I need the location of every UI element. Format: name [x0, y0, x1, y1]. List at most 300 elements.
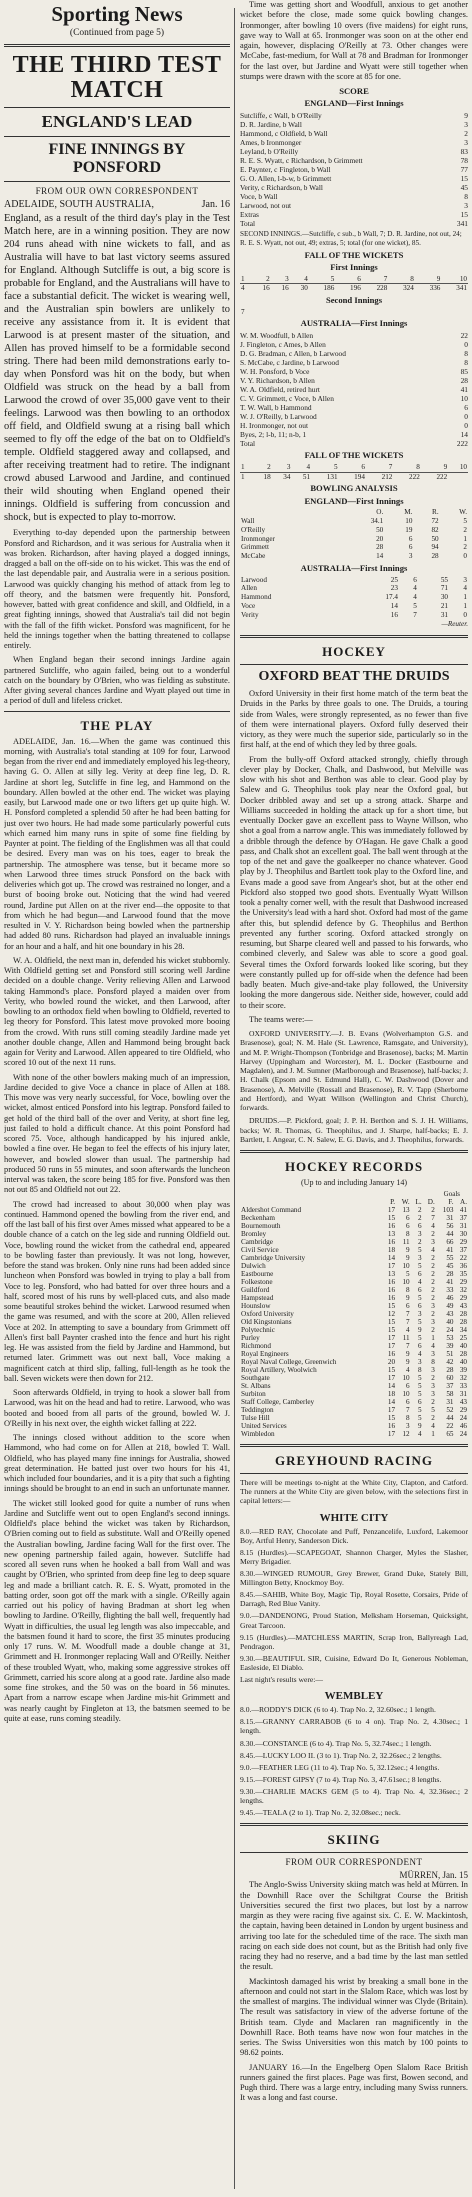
batsman-runs: 222: [456, 439, 468, 449]
fow-head-cell: 7: [362, 275, 389, 284]
fow-title: FALL OF THE WICKETS: [304, 249, 404, 260]
table-cell: 17.4: [385, 593, 398, 602]
table-cell: 20: [376, 534, 384, 543]
table-cell: 36: [459, 1262, 467, 1271]
table-cell: Purley: [241, 1334, 260, 1343]
fow-cell: 196: [350, 284, 361, 293]
table-cell: 5: [406, 1270, 410, 1279]
batsman-runs: 15: [460, 210, 468, 220]
table-cell: 4: [418, 1278, 422, 1287]
records-row: [240, 1262, 468, 1270]
table-cell: 5: [418, 1414, 422, 1423]
table-cell: 65: [446, 1430, 454, 1439]
table-cell: 37: [459, 1214, 467, 1223]
hockey-headline: OXFORD BEAT THE DRUIDS: [258, 669, 450, 685]
table-cell: 2: [463, 543, 467, 552]
table-cell: 1: [431, 1334, 435, 1343]
lead-paragraph: England, as a result of the third day's play in the Test Match here, are in a winning position. They are now 204 runs ahead with nine wickets to fall, and as Australia will have to bat last victory seems assured for England. Although Sutcliffe is out, a big score is probable for England, and the Australians will have to face a substantial deficit. The wicket is wearing well, and the Australian spin bowlers are unlikely to receive any assistance from it. It is evident that Larwood is at present master of the situation, and Allen has proved himself to be a formidable second string. There had been mild demonstrations early to-day when Ponsford was hit on the body, but when Oldfield was struck on the head by a ball from Larwood the crowd of over 35,000 gave vent to their feelings. Larwood was then bowling to an orthodox off field, and Oldfield swung at a rising ball which seemed to fly off the edge of the bat on to Oldfield's temple. Oldfield staggered away and collapsed, and after receiving treatment had to retire. The indignant crowd abused Larwood and Jardine, and continued their wild shouting when England opened their innings. Oldfield is suffering from concussion and shock, but is expected to play to-morrow.: [4, 213, 230, 524]
table-cell: 5: [431, 1406, 435, 1415]
bowling-head-row: [240, 508, 468, 517]
fow-head-cell: 7: [366, 463, 393, 472]
table-cell: 2: [463, 525, 467, 534]
bowling-head-cell: [240, 508, 343, 517]
table-cell: 53: [446, 1334, 454, 1343]
table-cell: 14: [376, 552, 384, 561]
bowling-row: [240, 576, 468, 585]
bowling-row: [240, 593, 468, 602]
table-cell: 20: [387, 1358, 396, 1367]
table-cell: 5: [418, 1334, 422, 1343]
records-table: [240, 1198, 468, 1438]
table-cell: 25: [459, 1334, 467, 1343]
table-cell: 71: [440, 584, 449, 593]
fow-first-label: First Innings: [330, 262, 378, 273]
dateline: [4, 199, 230, 210]
table-cell: Larwood: [241, 575, 267, 584]
fow-cell: [333, 308, 352, 317]
table-cell: 18: [387, 1246, 396, 1255]
reuter-credit: —Reuter.: [441, 620, 468, 629]
table-cell: 18: [387, 1390, 396, 1399]
fow-head-cell: 10: [448, 463, 468, 472]
table-cell: 2: [418, 1206, 422, 1215]
table-cell: 43: [459, 1302, 467, 1311]
fow-head-cell: 5: [309, 275, 336, 284]
table-cell: 23: [390, 584, 398, 593]
records-row: [240, 1342, 468, 1350]
batsman-runs: 0: [464, 412, 468, 422]
table-cell: 9: [406, 1350, 410, 1359]
table-cell: 3: [431, 1302, 435, 1311]
batting-row: [240, 138, 468, 147]
paragraph: DRUIDS.—P. Pickford, goal; J. P. H. Berthon and S. J. H. Williams, backs; W. R. Thomas, G. Theophilus, and J. Sharpe, half-backs; E. J. Bartlett, I. Angear, C. N. Salew, E. G. Davis, and J. Theophilus, forwards.: [240, 1116, 468, 1144]
table-cell: 14: [390, 601, 398, 610]
records-head-cell: L.: [415, 1198, 422, 1207]
table-cell: 40: [446, 1318, 454, 1327]
table-cell: 29: [459, 1294, 467, 1303]
race-entry: 9.0.—FEATHER LEG (11 to 4). Trap No. 5, 32.12sec.; 4 lengths.: [240, 1762, 440, 1772]
table-cell: 9: [418, 1326, 422, 1335]
records-subtitle: (Up to and including January 14): [301, 1178, 407, 1188]
table-cell: 15: [387, 1302, 396, 1311]
table-cell: 58: [446, 1390, 454, 1399]
section-rule: [240, 635, 468, 638]
table-cell: 15: [387, 1414, 396, 1423]
table-cell: St. Albans: [241, 1382, 271, 1391]
table-cell: 2: [431, 1294, 435, 1303]
batting-row: [240, 331, 468, 340]
batsman-name: Extras: [240, 210, 259, 220]
byline: FROM OUR OWN CORRESPONDENT: [35, 186, 199, 197]
table-cell: 6: [408, 543, 413, 552]
table-cell: Voce: [241, 601, 256, 610]
batsman-runs: 8: [464, 358, 468, 368]
table-cell: 33: [446, 1286, 454, 1295]
table-cell: 22: [446, 1422, 454, 1431]
table-cell: 19: [405, 525, 413, 534]
table-cell: 24: [459, 1414, 467, 1423]
skiing-article: [240, 1880, 468, 2103]
fow-cell: 212: [381, 472, 393, 481]
table-cell: 2: [431, 1230, 435, 1239]
table-cell: 51: [446, 1350, 454, 1359]
table-cell: 1: [463, 601, 467, 610]
table-cell: Oxford University: [241, 1310, 294, 1319]
fow-head-cell: 9: [415, 275, 442, 284]
table-cell: 6: [406, 1222, 410, 1231]
batsman-name: Verity, c Richardson, b Wall: [240, 183, 323, 193]
table-cell: Bromley: [241, 1230, 267, 1239]
table-cell: 50: [431, 534, 439, 543]
batsman-name: C. V. Grimmett, c Voce, b Allen: [240, 394, 334, 404]
table-cell: 39: [459, 1366, 467, 1375]
bowling-aus-table: [240, 576, 468, 620]
fow-cell: [313, 308, 332, 317]
fow-cell: 1: [241, 472, 245, 481]
fow-cell: 16: [281, 284, 289, 293]
paragraph: JANUARY 16.—In the Engelberg Open Slalom Race British runners gained the first places. Page was first, Bowen second, and Pugh third. There was a large entry, including many Swiss runners. It was a long and fast course.: [240, 2062, 468, 2103]
table-cell: Cambridge University: [241, 1254, 306, 1263]
batsman-name: Total: [240, 439, 256, 449]
batsman-name: V. Y. Richardson, b Allen: [240, 376, 315, 386]
table-cell: 28: [459, 1318, 467, 1327]
bowling-aus-body: [240, 576, 468, 620]
records-row: [240, 1302, 468, 1310]
table-cell: 3: [431, 1382, 435, 1391]
table-cell: 4: [406, 1326, 410, 1335]
records-row: [240, 1246, 468, 1254]
table-cell: 7: [406, 1342, 410, 1351]
table-cell: 2: [431, 1206, 435, 1215]
table-cell: 35: [459, 1270, 467, 1279]
table-cell: 6: [413, 575, 417, 584]
wembley-results: [240, 1705, 468, 1817]
skiing-byline: FROM OUR CORRESPONDENT: [285, 1857, 423, 1868]
paragraph: The teams were:—: [249, 1014, 313, 1024]
table-cell: 34.1: [370, 517, 384, 526]
paragraph: Time was getting short and Woodfull, anxious to get another wicket before the close, made some quick bowling changes. Ironmonger, after bowling 10 overs (five maidens) for eight runs, gave way to Wall at 65. Ironmonger was soon on at the other end again, however, displacing O'Reilly at 73. Other changes were McCabe, fast-medium, for Wall at 78 and Bradman for Ironmonger for the last over, but Jardine and Wyatt were still together when stumps were drawn with the score at 85 for one.: [240, 0, 468, 81]
table-cell: 25: [390, 575, 398, 584]
batting-row: [240, 120, 468, 129]
records-row: [240, 1334, 468, 1342]
table-cell: 31: [446, 1398, 454, 1407]
meeting-wembley: WEMBLEY: [324, 1690, 384, 1703]
table-cell: Wimbledon: [241, 1430, 275, 1439]
fow-cell: 186: [323, 284, 335, 293]
records-row: [240, 1318, 468, 1326]
batting-row: [240, 340, 468, 349]
batting-row: [240, 201, 468, 210]
left-column: [4, 0, 230, 2197]
batting-row: [240, 358, 468, 367]
table-cell: 5: [418, 1294, 422, 1303]
fow-cell: 341: [456, 284, 467, 293]
table-cell: 28: [431, 552, 439, 561]
table-cell: 10: [402, 1278, 410, 1287]
batting-row: [240, 210, 468, 219]
table-cell: Hampstead: [241, 1294, 274, 1303]
batsman-runs: 341: [456, 219, 468, 229]
table-cell: Ironmonger: [241, 534, 275, 543]
batsman-runs: 3: [464, 201, 468, 211]
records-head-cell: D.: [427, 1198, 435, 1207]
batsman-runs: 85: [460, 367, 468, 377]
table-cell: 2: [431, 1310, 435, 1319]
batsman-runs: 78: [460, 156, 468, 166]
records-row: [240, 1238, 468, 1246]
batsman-name: J. Fingleton, c Ames, b Allen: [240, 339, 326, 349]
paragraph: Soon afterwards Oldfield, in trying to hook a slower ball from Larwood, was hit on the head and had to retire. Larwood, who was booted and booed from all parts of the ground, bowled W. J. O'Reilly in his next over, the eighth wicket falling at 222.: [4, 1388, 230, 1428]
section-rule: [240, 1150, 468, 1153]
fow-cell: [294, 308, 313, 317]
table-cell: 28: [446, 1270, 454, 1279]
fow-head-row: [240, 275, 468, 284]
batting-row: [240, 219, 468, 228]
dateline-date: Jan. 16: [201, 199, 230, 211]
table-cell: Civil Service: [241, 1246, 279, 1255]
records-row: [240, 1294, 468, 1302]
white-city-races: [240, 1527, 468, 1673]
batsman-runs: 22: [460, 330, 468, 340]
fow-cell: 131: [326, 472, 338, 481]
batsman-name: Ames, b Ironmonger: [240, 138, 302, 148]
table-cell: 29: [459, 1406, 467, 1415]
records-row: [240, 1310, 468, 1318]
table-cell: 40: [459, 1342, 467, 1351]
table-cell: 3: [431, 1318, 435, 1327]
table-cell: 15: [387, 1366, 396, 1375]
table-cell: 9: [406, 1294, 410, 1303]
fow-head-cell: 3: [272, 463, 292, 472]
rule: [240, 664, 468, 665]
table-cell: 10: [402, 1390, 410, 1399]
cricket-headline: THE THIRD TEST MATCH: [12, 52, 222, 104]
table-cell: 16: [387, 1294, 396, 1303]
table-cell: 50: [376, 525, 384, 534]
batting-row: [240, 192, 468, 201]
table-cell: 6: [406, 1302, 410, 1311]
table-cell: 41: [459, 1206, 467, 1215]
fow-cell: 222: [409, 472, 420, 481]
batsman-name: Byes, 2; l-b, 11; n-b, 1: [240, 430, 307, 440]
paragraph: From the bully-off Oxford attacked strongly, chiefly through clever play by Docker, Chalk, and Dashwood, but Melville was slow with his shot and Berthon was able to clear. Good play by Salew and G. Theophilus took play near the Oxford goal, but Docker dribbled away and set up a strong attack. Sharpe and Williams succeeded in holding the attack up for a short time, but eventually Docker gave an excellent pass to Wayne Willson, who shot a goal from a narrow angle. This was immediately followed by a dribble through the defence by O'Hagan. He gave Chalk a good pass, and Chalk shot an excellent goal. The ball went through at the top of the net and gave the goalkeeper no chance whatever. Good play by J. Theophilus and Bartlett took play to the Oxford line, and Evans made a good save from Angear's shot, but at the other end Pickford also stopped two good shots. Eventually Wyatt Willson took a penalty corner well, with the result that Dashwood increased the University's lead with a hard shot. Oxford had most of the game after this, but splendid defence by G. Theophilus and Berthon prevented any further scoring. Oxford attacked strongly on resuming, but Sharpe cleared well and passed to his forwards, who combined cleverly, and Salew was able to score a good goal. Several times the Oxford forwards looked like scoring, but they were constantly pulled up for off-side when the defence had been badly beaten. Much give-and-take play followed, the University looking the more dangerous side. Neither side, however, could add to their score.: [240, 754, 468, 1010]
table-cell: 31: [440, 610, 449, 619]
batting-row: [240, 111, 468, 120]
paragraph: The crowd had increased to about 30,000 when play was continued. Hammond opened the bowling from the river end, and off the last ball of his first over Ames missed what appeared to be a double chance of a catch on the leg side and running Oldfield out. Voce, bowling round the wicket from the cathedral end, appeared to be bowling faster than previously. It was not long, however, before the stand was broken. Only nine runs had been added since luncheon when Ponsford was bowled in trying to play a ball from Voce to leg. Ponsford, who had batted for over three hours and a half, scored most of his runs by well-placed cuts, and also made some beautiful strokes behind the wicket. Larwood resumed when the game was resumed, and with the score at 200, Allen relieved Voce at 202. In attempting to save a boundary from Grimmett off Allen's first ball Paynter crashed into the fence and hurt his right leg. He was assisted from the field by Jardine and Hammond, but returned later. Grimmett was out next ball, Voce making a magnificent catch at third slip, falling, full-length as he took the ball. Seven wickets were then down for 212.: [4, 1199, 230, 1383]
paragraph: Everything to-day depended upon the partnership between Ponsford and Richardson, and it was serious for Australia when it was broken. Richardson, after having played a dogged innings, dragged a ball on the off-side on to his wicket. This was the end of the last dependable pair, and Australia were in a serious position. Larwood was quickly changing his method of attack from leg to off theory, and the batsmen were frequently hit. Ponsford, however, batted with great confidence and skill, and Oldfield, in a great fighting innings, showed that Australia's tail did not begin with the fall of the fifth wicket. Ponsford was magnificent, for he held the innings together when the batting threatened to collapse entirely.: [4, 528, 230, 651]
table-cell: Southgate: [241, 1374, 270, 1383]
table-cell: 4: [431, 1342, 435, 1351]
records-head-cell: [240, 1198, 383, 1206]
bowling-row: [240, 526, 468, 535]
table-cell: 17: [387, 1262, 396, 1271]
batsman-runs: 15: [460, 174, 468, 184]
table-cell: 3: [408, 552, 413, 561]
fow-head-cell: 9: [421, 463, 448, 472]
bowling-row: [240, 584, 468, 593]
table-cell: 0: [463, 610, 467, 619]
batsman-name: Hammond, c Oldfield, b Wall: [240, 129, 328, 139]
race-entry: 9.30.—BEAUTIFUL SIR, Cuisine, Edward Do It, Generous Nobleman, Easleside, El Diablo.: [240, 1653, 468, 1672]
records-row: [240, 1254, 468, 1262]
table-cell: 44: [446, 1230, 454, 1239]
batsman-runs: 2: [464, 129, 468, 139]
records-row: [240, 1382, 468, 1390]
fow-eng-table: [240, 275, 468, 294]
records-row: [240, 1430, 468, 1438]
table-cell: 11: [402, 1334, 410, 1343]
table-cell: 52: [446, 1406, 454, 1415]
table-cell: 0: [463, 552, 467, 561]
batsman-name: G. O. Allen, l-b-w, b Grimmett: [240, 174, 332, 184]
greyhound-intro: There will be meetings to-night at the White City, Clapton, and Catford. The runners at the White City are given below, with the selections first in capital letters:—: [240, 1478, 468, 1506]
table-cell: 3: [406, 1422, 410, 1431]
table-cell: 37: [446, 1382, 454, 1391]
bowling-head-cell: R.: [432, 508, 439, 517]
records-title: HOCKEY RECORDS: [284, 1159, 424, 1175]
batting-row: [240, 394, 468, 403]
race-entry: 9.45.—TEALA (2 to 1). Trap No. 2, 32.08sec.; neck.: [240, 1808, 401, 1818]
fow-head-cell: 8: [393, 463, 420, 472]
paragraph: OXFORD UNIVERSITY.—J. B. Evans (Wolverhampton G.S. and Brasenose), goal; N. M. Hale (St. Lawrence, Ramsgate, and University), and M. P. Wright-Thompson (Tonbridge and Brasenose), backs; M. Martin Harvey (Uppingham and Worcester), M. L. Docker (Eastbourne and Magdalen), and J. M. Sumner (Marlborough and Brasenose), half-backs; J. H. Chalk (Epsom and St. Edmund Hall), C. W. Dashwood (Dover and Brasenose), A. Melville (Rossall and Brasenose), R. V. Tapp (Sherborne and Hertford), and Wyatt Willson (Wellington and Christ Church), forwards.: [240, 1029, 468, 1113]
table-cell: 5: [418, 1262, 422, 1271]
hockey-section: HOCKEY: [322, 644, 386, 660]
table-cell: 82: [431, 525, 439, 534]
batsman-name: W. A. Oldfield, retired hurt: [240, 385, 320, 395]
table-cell: 16: [390, 610, 398, 619]
table-cell: 12: [402, 1430, 410, 1439]
score-title: SCORE: [339, 86, 369, 96]
table-cell: 24: [459, 1430, 467, 1439]
bowling-row: [240, 517, 468, 526]
table-cell: Beckenham: [241, 1214, 275, 1223]
table-cell: 10: [405, 517, 413, 526]
paragraph: The wicket still looked good for quite a number of runs when Jardine and Sutcliffe went out to open England's second innings. Oldfield's place behind the wicket was taken by Richardson, O'Brien coming out to field as substitute. Wall and O'Reilly opened the Australian bowling, Jardine facing Wall for the first over. The new opening partnership failed again, however. Sutcliffe had scored all seven runs when he hooked a ball from Wall and was caught by O'Brien, who sprinted from deep fine leg to deep square leg and made a brilliant catch. R. E. S. Wyatt, promoted in the batting order, soon got off the mark with a single. O'Reilly again carried out his policy of having Bradman at short leg when bowling to Jardine. O'Reilly, flighting the ball well, frequently had Wyatt in difficulties, the usual leg length was also impeccable, and the batsmen found it hard to score, the first 35 minutes producing only 17 runs. W. M. Woodfull made a double change at 31, Grimmett and H. Ironmonger replacing Wall and O'Reilly. Neither of these troubled Wyatt, who, making some aggressive strokes off Grimmett, carried his score along at a good rate. Jardine also made some fine strokes, and the 50 was on the board in 56 minutes. Apart from a narrow escape when Jardine mis-hit Grimmett and was nearly caught by Fingleton at 13, the batsmen seemed to be quite at ease, runs coming steadily.: [4, 1498, 230, 1723]
records-row: [240, 1374, 468, 1382]
table-cell: 4: [431, 1222, 435, 1231]
table-cell: Bournemouth: [241, 1222, 281, 1231]
table-cell: 4: [431, 1422, 435, 1431]
records-row: [240, 1350, 468, 1358]
table-cell: 14: [387, 1254, 396, 1263]
race-entry: 8.0.—RODDY'S DICK (6 to 4). Trap No. 2, 32.60sec.; 1 length.: [240, 1705, 436, 1715]
table-cell: 4: [406, 1366, 410, 1375]
table-cell: 3: [463, 575, 467, 584]
section-rule: [240, 1823, 468, 1826]
table-cell: 17: [387, 1342, 396, 1351]
table-cell: 1: [463, 534, 467, 543]
records-body: [240, 1206, 468, 1438]
table-cell: 45: [446, 1262, 454, 1271]
greyhound-section: GREYHOUND RACING: [275, 1453, 433, 1469]
records-row: [240, 1326, 468, 1334]
records-row: [240, 1422, 468, 1430]
table-cell: 5: [463, 517, 467, 526]
fow-head-cell: 6: [339, 463, 366, 472]
fow-cell: 222: [436, 472, 448, 481]
bowling-row: [240, 552, 468, 561]
table-cell: 10: [402, 1374, 410, 1383]
table-cell: 31: [459, 1390, 467, 1399]
table-cell: 2: [431, 1278, 435, 1287]
table-cell: 13: [387, 1230, 396, 1239]
batsman-name: Leyland, b O'Reilly: [240, 147, 299, 157]
fow-head-cell: 3: [271, 275, 290, 284]
table-cell: 103: [442, 1206, 454, 1215]
right-column: [240, 0, 468, 2197]
table-cell: 13: [402, 1206, 410, 1215]
rule: [4, 136, 230, 137]
table-cell: 17: [387, 1430, 396, 1439]
records-row: [240, 1414, 468, 1422]
batsman-runs: 8: [464, 349, 468, 358]
table-cell: 6: [418, 1342, 422, 1351]
table-cell: 2: [431, 1270, 435, 1279]
table-cell: 44: [446, 1414, 454, 1423]
bowling-aus-label: AUSTRALIA—First Innings: [300, 563, 408, 574]
batsman-name: E. Paynter, c Fingleton, b Wall: [240, 165, 331, 175]
table-cell: 29: [459, 1238, 467, 1247]
table-cell: Eastbourne: [241, 1270, 274, 1279]
race-entry: 8.15.—GRANNY CARRABOB (6 to 4 on). Trap No. 2, 4.30sec.; 1 length.: [240, 1717, 468, 1736]
fow-row: [240, 308, 468, 317]
table-cell: 2: [431, 1254, 435, 1263]
table-cell: 60: [446, 1374, 454, 1383]
batsman-name: T. W. Wall, b Hammond: [240, 403, 312, 413]
fow-cell: 16: [262, 284, 270, 293]
fow-cell: 51: [302, 472, 311, 481]
records-row: [240, 1222, 468, 1230]
play-heading: THE PLAY: [80, 717, 154, 733]
table-cell: Hammond: [241, 593, 272, 602]
race-entry: 8.45.—LUCKY LOO II. (3 to 1). Trap No. 2, 32.26sec.; 2 lengths.: [240, 1750, 442, 1760]
table-cell: 41: [446, 1246, 454, 1255]
fow-head-cell: 1: [240, 463, 252, 472]
race-entry: 8.45.—SAHIB, White Boy, Magic Tip, Royal Rosette, Corsairs, Pride of Darragh, Red Blue Vanity.: [240, 1590, 468, 1609]
table-cell: 6: [406, 1382, 410, 1391]
table-cell: Royal Artillery, Woolwich: [241, 1366, 317, 1375]
table-cell: Staff College, Camberley: [241, 1398, 315, 1407]
table-cell: 13: [387, 1270, 396, 1279]
table-cell: 15: [387, 1318, 396, 1327]
race-entry: 8.30.—WINGED RUMOUR, Grey Brewer, Grand Duke, Stately Bill, Millington Betty, Knockmoy Boy.: [240, 1568, 468, 1588]
records-row: [240, 1390, 468, 1398]
table-cell: Aldershot Command: [241, 1206, 302, 1215]
fow-cell: 228: [376, 284, 388, 293]
race-entry: 9.30.—CHARLIE MACKS GEM (5 to 4). Trap No. 4, 32.36sec.; 2 lengths.: [240, 1786, 468, 1806]
table-cell: 6: [418, 1302, 422, 1311]
fow-cell: [410, 308, 429, 317]
table-cell: 8: [406, 1286, 410, 1295]
fow-cell: 194: [354, 472, 365, 481]
bowling-row: [240, 543, 468, 552]
table-cell: 14: [387, 1382, 396, 1391]
table-cell: Surbiton: [241, 1390, 266, 1399]
continued-note: (Continued from page 5): [69, 28, 165, 38]
bowling-row: [240, 535, 468, 544]
table-cell: 56: [446, 1222, 454, 1231]
eng-second-note: SECOND INNINGS.—Sutcliffe, c sub., b Wall, 7; D. R. Jardine, not out, 24; R. E. S. Wyatt, not out, 49; extras, 5; total (for one wicket), 85.: [240, 230, 462, 248]
table-cell: 6: [406, 1214, 410, 1223]
table-cell: 28: [459, 1350, 467, 1359]
race-entry: 9.15 (Hurdles).—MATCHLESS MARTIN, Scrap Iron, Ballyreagh Lad, Pendragon.: [240, 1632, 468, 1651]
batsman-runs: 0: [464, 339, 468, 349]
table-cell: 14: [387, 1398, 396, 1407]
batting-row: [240, 367, 468, 376]
bowling-head-cell: W.: [459, 508, 467, 517]
records-row: [240, 1214, 468, 1222]
paragraph: Oxford University in their first home match of the term beat the Druids in the Parks by three goals to one. The Druids, a touring side from Wales, were strongly represented, as no fewer than five of them were international players. Oxford fully deserved their victory, as they were much the superior side, particularly so in the first half, at the end of which they led by three goals.: [240, 689, 468, 750]
